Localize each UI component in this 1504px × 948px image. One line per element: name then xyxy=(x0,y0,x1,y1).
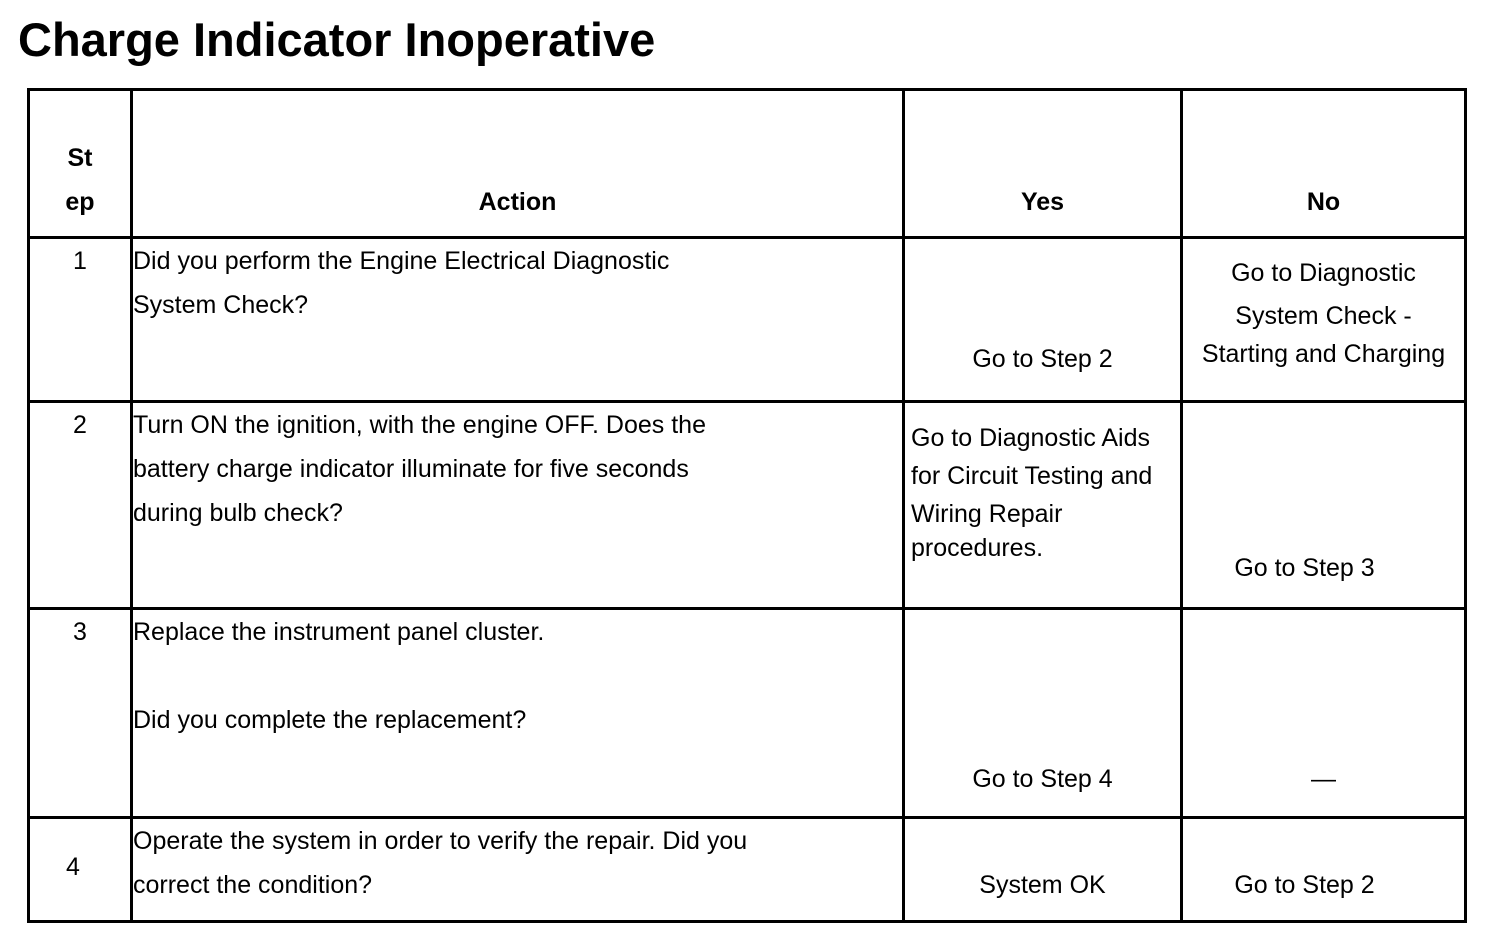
action-line: Turn ON the ignition, with the engine OFF. Does the xyxy=(133,411,706,439)
diagnostic-table xyxy=(27,88,1467,923)
header-row xyxy=(29,90,1466,238)
header-action: Action xyxy=(132,90,904,238)
no-text: Go to Step 2 xyxy=(1234,871,1375,899)
table-row xyxy=(29,238,1466,402)
yes-cell xyxy=(904,818,1182,922)
header-yes: Yes xyxy=(904,90,1182,238)
action-line: Replace the instrument panel cluster. xyxy=(133,618,545,646)
yes-text: System OK xyxy=(979,871,1106,899)
yes-text-line: for Circuit Testing and xyxy=(911,462,1153,490)
table-row xyxy=(29,609,1466,818)
no-text: Go to Step 3 xyxy=(1234,554,1375,582)
action-line: during bulb check? xyxy=(133,499,343,527)
no-text-line: System Check - xyxy=(1235,302,1412,330)
yes-cell xyxy=(904,609,1182,818)
header-no: No xyxy=(1182,90,1466,238)
header-step xyxy=(29,90,132,238)
no-text-line: Starting and Charging xyxy=(1201,340,1446,368)
step-number: 3 xyxy=(29,609,132,818)
yes-text-line: procedures. xyxy=(911,534,1044,562)
no-cell xyxy=(1182,609,1466,818)
header-step-line2: ep xyxy=(65,188,95,216)
no-cell xyxy=(1182,818,1466,922)
action-line: correct the condition? xyxy=(133,871,373,899)
yes-cell xyxy=(904,402,1182,609)
action-line xyxy=(133,654,902,698)
yes-text: Go to Step 4 xyxy=(972,765,1113,793)
header-step-line1: St xyxy=(67,144,93,172)
action-cell xyxy=(132,818,904,922)
no-cell xyxy=(1182,402,1466,609)
no-text-line: Go to Diagnostic xyxy=(1231,259,1416,287)
table-row xyxy=(29,818,1466,922)
yes-cell xyxy=(904,238,1182,402)
action-line: Did you complete the replacement? xyxy=(133,706,527,734)
action-cell xyxy=(132,609,904,818)
action-cell xyxy=(132,402,904,609)
action-line: Operate the system in order to verify the repair. Did you xyxy=(133,827,748,855)
no-text-dash: — xyxy=(1311,765,1336,793)
action-line: battery charge indicator illuminate for five seconds xyxy=(133,455,689,483)
yes-text-line: Go to Diagnostic Aids xyxy=(911,424,1151,452)
yes-text: Go to Step 2 xyxy=(972,345,1113,373)
step-number: 2 xyxy=(29,402,132,609)
step-number: 4 xyxy=(29,818,132,922)
table-row xyxy=(29,402,1466,609)
no-cell xyxy=(1182,238,1466,402)
step-number: 1 xyxy=(29,238,132,402)
action-line: Did you perform the Engine Electrical Diagnostic xyxy=(133,247,670,275)
action-line: System Check? xyxy=(133,291,309,319)
page-title: Charge Indicator Inoperative xyxy=(18,13,656,66)
action-cell xyxy=(132,238,904,402)
yes-text-line: Wiring Repair xyxy=(911,500,1063,528)
